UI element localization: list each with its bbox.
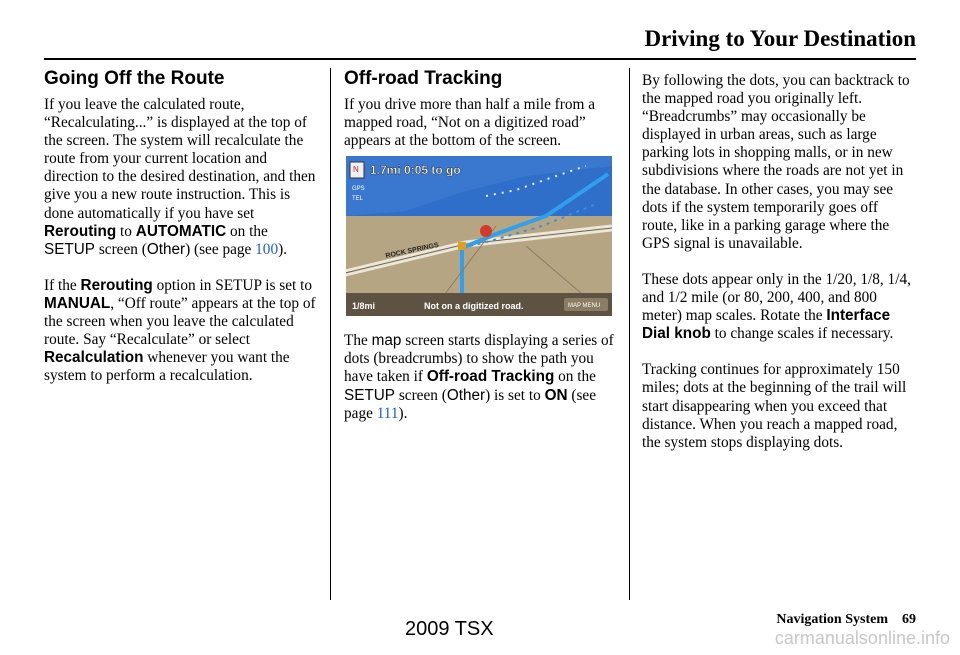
header-rule <box>44 58 916 60</box>
column-off-road-tracking <box>344 68 618 441</box>
map-menu-label: MAP MENU <box>568 303 601 310</box>
setup-term: SETUP <box>44 240 95 258</box>
setup-term: SETUP <box>344 386 395 404</box>
other-term: Other <box>146 240 186 258</box>
section-heading: Off-road Tracking <box>344 68 503 89</box>
page-link-100[interactable]: 100 <box>255 240 279 258</box>
page-title: Driving to Your Destination <box>644 26 916 51</box>
destination-flag-icon <box>458 242 466 250</box>
page-link-111[interactable]: 111 <box>376 404 399 422</box>
paragraph: Tracking continues for approximately 150 miles; dots at the beginning of the trail will start disappearing when you exceed that distance. When you reach a mapped road, the system stops displaying dots. <box>642 361 907 451</box>
gps-indicator: GPS <box>352 186 365 193</box>
paragraph: If the Rerouting option in SETUP is set to MANUAL, “Off route” appears at the top of the screen when you leave the calculated route. Say “Recalculate” or select Recalculation whenever you want the system to perform a recalculation. <box>44 276 316 385</box>
on-term: ON <box>544 386 568 404</box>
section-heading: Going Off the Route <box>44 68 225 89</box>
paragraph: These dots appear only in the 1/20, 1/8, 1/4, and 1/2 mile (or 80, 200, 400, and 800 meter) map scales. Rotate the Interface Dial knob to change scales if necessary. <box>642 270 911 343</box>
paragraph: If you drive more than half a mile from a mapped road, “Not on a digitized road” appears at the bottom of the screen. <box>344 96 596 150</box>
column-breadcrumbs <box>642 72 916 470</box>
recalculation-term: Recalculation <box>44 349 144 367</box>
scale-readout: 1/8mi <box>352 301 376 312</box>
rerouting-term: Rerouting <box>44 222 117 240</box>
watermark: carmanualsonline.info <box>774 628 950 648</box>
vehicle-position-icon <box>480 225 492 237</box>
paragraph: By following the dots, you can backtrack to the mapped road you originally left. “Breadcrumbs” may occasionally be displayed in urban areas, such as large parking lots in shopping malls, or in new subdivisions where the roads are not yet in the database. In other cases, you may see dots if the system temporarily goes off route, like in a parking garage where the GPS signal is unavailable. <box>642 72 910 252</box>
column-going-off-route <box>44 68 318 403</box>
road-label: ROCK SPRINGS <box>384 242 440 261</box>
footer-section: Navigation System <box>776 612 888 627</box>
page-number: 69 <box>902 612 916 627</box>
paragraph: The map screen starts displaying a series of dots (breadcrumbs) to show the path you have taken if Off-road Tracking on the SETUP screen (Other) is set to ON (see page 111). <box>344 332 614 422</box>
page-footer <box>776 612 916 628</box>
interface-dial-term: Interface Dial knob <box>642 307 891 343</box>
automatic-term: AUTOMATIC <box>135 222 227 240</box>
model-label: 2009 TSX <box>405 618 494 640</box>
column-divider <box>629 68 630 600</box>
rerouting-term: Rerouting <box>80 276 153 294</box>
tel-indicator: TEL <box>352 196 364 203</box>
status-message: Not on a digitized road. <box>424 301 524 312</box>
manual-term: MANUAL <box>44 294 111 312</box>
navigation-screenshot <box>346 156 612 316</box>
column-divider <box>330 68 331 600</box>
off-road-tracking-term: Off-road Tracking <box>426 368 555 386</box>
map-term: map <box>371 332 402 350</box>
compass-label: N <box>353 165 359 175</box>
paragraph: If you leave the calculated route, “Recalculating...” is displayed at the top of the screen. The system will recalculate the route from your current location and direction to the desired destination, and then give you a new route instruction. This is done automatically if you have set Rerouting to AUTOMATIC on the SETUP screen (Other) (see page 100). <box>44 96 316 258</box>
distance-time-readout: 1.7mi 0:05 to go <box>370 163 461 178</box>
other-term: Other <box>446 386 486 404</box>
